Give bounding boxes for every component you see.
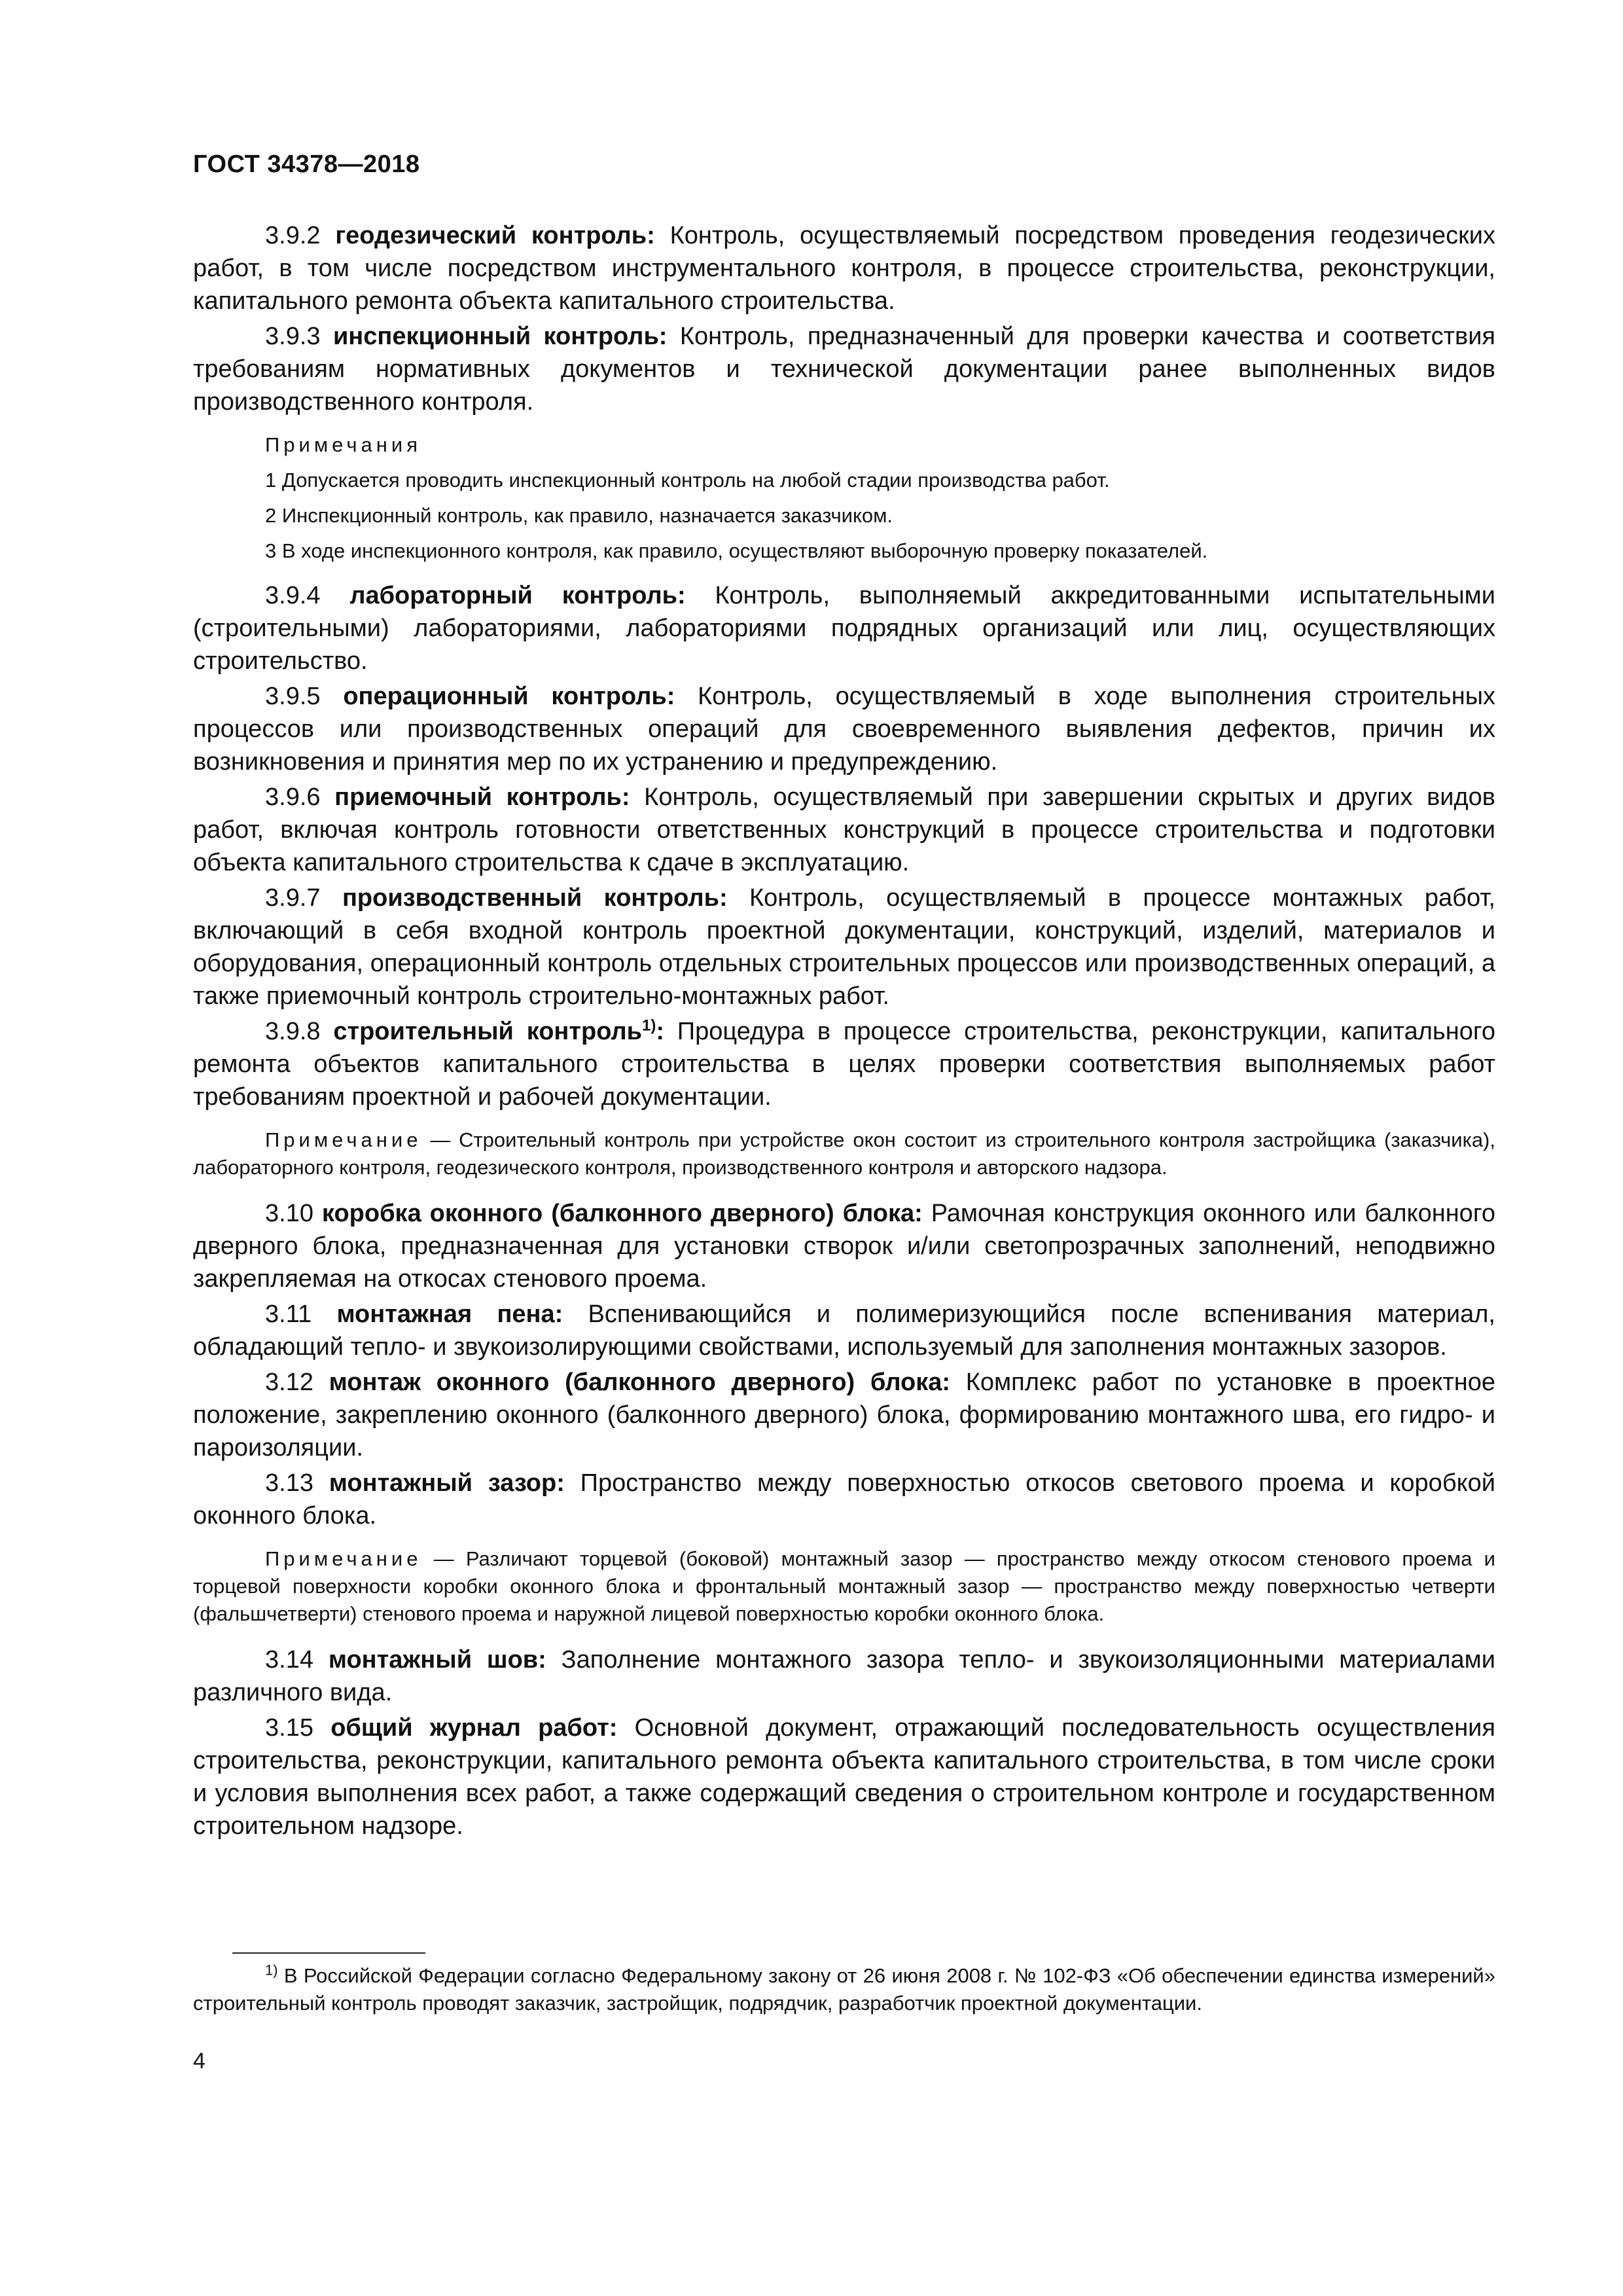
document-body — [193, 219, 1495, 1845]
definition-text: Вспенивающийся и полимеризующийся после вспенивания материал, обладающий тепло- и звукоизолирующими свойствами, используемый для заполнения монтажных зазоров. — [193, 1300, 1495, 1361]
term: монтажный зазор: — [329, 1469, 565, 1497]
clause-number: 3.10 — [265, 1200, 313, 1227]
page-number: 4 — [193, 2049, 205, 2073]
note-mounting-gap — [193, 1545, 1495, 1628]
footnote-text: В Российской Федерации согласно Федеральному закону от 26 июня 2008 г. № 102-ФЗ «Об обеспечении единства измерений» строительный контроль проводят заказчик, застройщик, подрядчик, разработчик проектной документации. — [193, 1964, 1495, 2015]
note-label: Примечание — [265, 1547, 422, 1570]
definition-3-11 — [193, 1298, 1495, 1363]
notes-block — [193, 431, 1495, 565]
clause-number: 3.14 — [265, 1646, 313, 1674]
definition-text: Контроль, осуществляемый в процессе монтажных работ, включающий в себя входной контроль проектной документации, конструкций, изделий, материалов и оборудования, операционный контроль отдельных строительных процессов или производственных операций, а также приемочный контроль строительно-монтажных работ. — [193, 884, 1495, 1010]
definition-text: Контроль, осуществляемый в ходе выполнения строительных процессов или производственных операций для своевременного выявления дефектов, причин их возникновения и принятия мер по их устранению и предупреждению. — [193, 683, 1496, 776]
clause-number: 3.9.2 — [265, 222, 321, 249]
definition-text: Пространство между поверхностью откосов светового проема и коробкой оконного блока. — [193, 1469, 1495, 1530]
note-item: 1 Допускается проводить инспекционный контроль на любой стадии производства работ. — [265, 469, 1110, 492]
term: монтажная пена: — [336, 1300, 563, 1328]
footnote-divider — [232, 1952, 425, 1954]
term: коробка оконного (балконного дверного) блока: — [321, 1200, 923, 1227]
definition-text: Контроль, осуществляемый при завершении скрытых и других видов работ, включая контроль готовности ответственных конструкций в процессе строительства и подготовки объекта капитального строительства к сдаче в эксплуатацию. — [193, 783, 1495, 876]
definition-text: Контроль, осуществляемый посредством проведения геодезических работ, в том числе посредством инструментального контроля, в процессе строительства, реконструкции, капитального ремонта объекта капитального строительства. — [193, 222, 1495, 315]
term: операционный контроль: — [343, 683, 675, 710]
footnote-reference: 1) — [641, 1016, 656, 1035]
clause-number: 3.9.7 — [265, 884, 321, 912]
definition-3-12 — [193, 1366, 1495, 1464]
definition-3-15 — [193, 1712, 1495, 1842]
definition-text: Процедура в процессе строительства, реконструкции, капитального ремонта объектов капитального строительства в целях проверки соответствия выполняемых работ требованиям проектной и рабочей документации. — [193, 1018, 1495, 1111]
term: монтаж оконного (балконного дверного) блока: — [329, 1369, 951, 1396]
definition-3-13 — [193, 1467, 1495, 1532]
clause-number: 3.9.6 — [265, 783, 321, 811]
definition-3-9-6 — [193, 781, 1495, 879]
note-construction-control — [193, 1126, 1495, 1181]
note-text: — Строительный контроль при устройстве окон состоит из строительного контроля застройщика (заказчика), лабораторного контроля, геодезического контроля, производственного контроля и авторского надзора. — [193, 1128, 1495, 1179]
term: монтажный шов: — [328, 1646, 546, 1674]
term: производственный контроль: — [342, 884, 728, 912]
notes-title: Примечания — [265, 433, 421, 456]
term: приемочный контроль: — [334, 783, 630, 811]
definition-text: Контроль, выполняемый аккредитованными испытательными (строительными) лабораториями, лабораториями подрядных организаций или лиц, осуществляющих строительство. — [193, 582, 1495, 675]
definition-text: Комплекс работ по установке в проектное положение, закреплению оконного (балконного дверного) блока, формированию монтажного шва, его гидро- и пароизоляции. — [193, 1369, 1496, 1462]
definition-text: Контроль, предназначенный для проверки качества и соответствия требованиям нормативных документов и технической документации ранее выполненных видов производственного контроля. — [193, 323, 1496, 416]
definition-3-10 — [193, 1197, 1495, 1295]
footnote-mark: 1) — [265, 1962, 278, 1979]
definition-3-9-5 — [193, 680, 1495, 778]
definition-3-14 — [193, 1643, 1495, 1709]
clause-number: 3.9.8 — [265, 1018, 321, 1045]
note-item: 2 Инспекционный контроль, как правило, назначается заказчиком. — [265, 504, 893, 527]
note-item: 3 В ходе инспекционного контроля, как правило, осуществляют выборочную проверку показателей. — [265, 539, 1208, 562]
term: общий журнал работ: — [330, 1714, 618, 1742]
document-header: ГОСТ 34378—2018 — [193, 151, 420, 178]
definition-3-9-4 — [193, 579, 1495, 677]
clause-number: 3.9.4 — [265, 582, 321, 609]
clause-number: 3.13 — [265, 1469, 313, 1497]
definition-3-9-7 — [193, 882, 1495, 1013]
term: лабораторный контроль: — [349, 582, 686, 609]
term: геодезический контроль: — [335, 222, 655, 249]
definition-text: Рамочная конструкция оконного или балконного дверного блока, предназначенная для установки створок и/или светопрозрачных заполнений, неподвижно закрепляемая на откосах стенового проема. — [193, 1200, 1495, 1293]
definition-text: Заполнение монтажного зазора тепло- и звукоизоляционными материалами различного вида. — [193, 1646, 1495, 1706]
term: инспекционный контроль: — [332, 323, 668, 350]
clause-number: 3.11 — [265, 1300, 312, 1328]
definition-3-9-2 — [193, 219, 1495, 317]
definition-3-9-8 — [193, 1015, 1495, 1113]
note-label: Примечание — [265, 1128, 422, 1151]
clause-number: 3.15 — [265, 1714, 313, 1742]
footnote — [193, 1962, 1495, 2017]
definition-3-9-3 — [193, 320, 1495, 418]
definition-text: Основной документ, отражающий последовательность осуществления строительства, реконструкции, капитального ремонта объекта капитального строительства, в том числе сроки и условия выполнения всех работ, а также содержащий сведения о строительном контроле и государственном строительном надзоре. — [193, 1714, 1495, 1840]
term-colon: : — [656, 1018, 664, 1045]
clause-number: 3.9.3 — [265, 323, 321, 350]
note-text: — Различают торцевой (боковой) монтажный зазор — пространство между откосом стенового проема и торцевой поверхности коробки оконного блока и фронтальный монтажный зазор — пространство между поверхностью четверти (фальшчетверти) стенового проема и наружной лицевой поверхностью коробки оконного блока. — [193, 1547, 1495, 1625]
clause-number: 3.9.5 — [265, 683, 321, 710]
term: строительный контроль — [333, 1018, 642, 1045]
clause-number: 3.12 — [265, 1369, 313, 1396]
